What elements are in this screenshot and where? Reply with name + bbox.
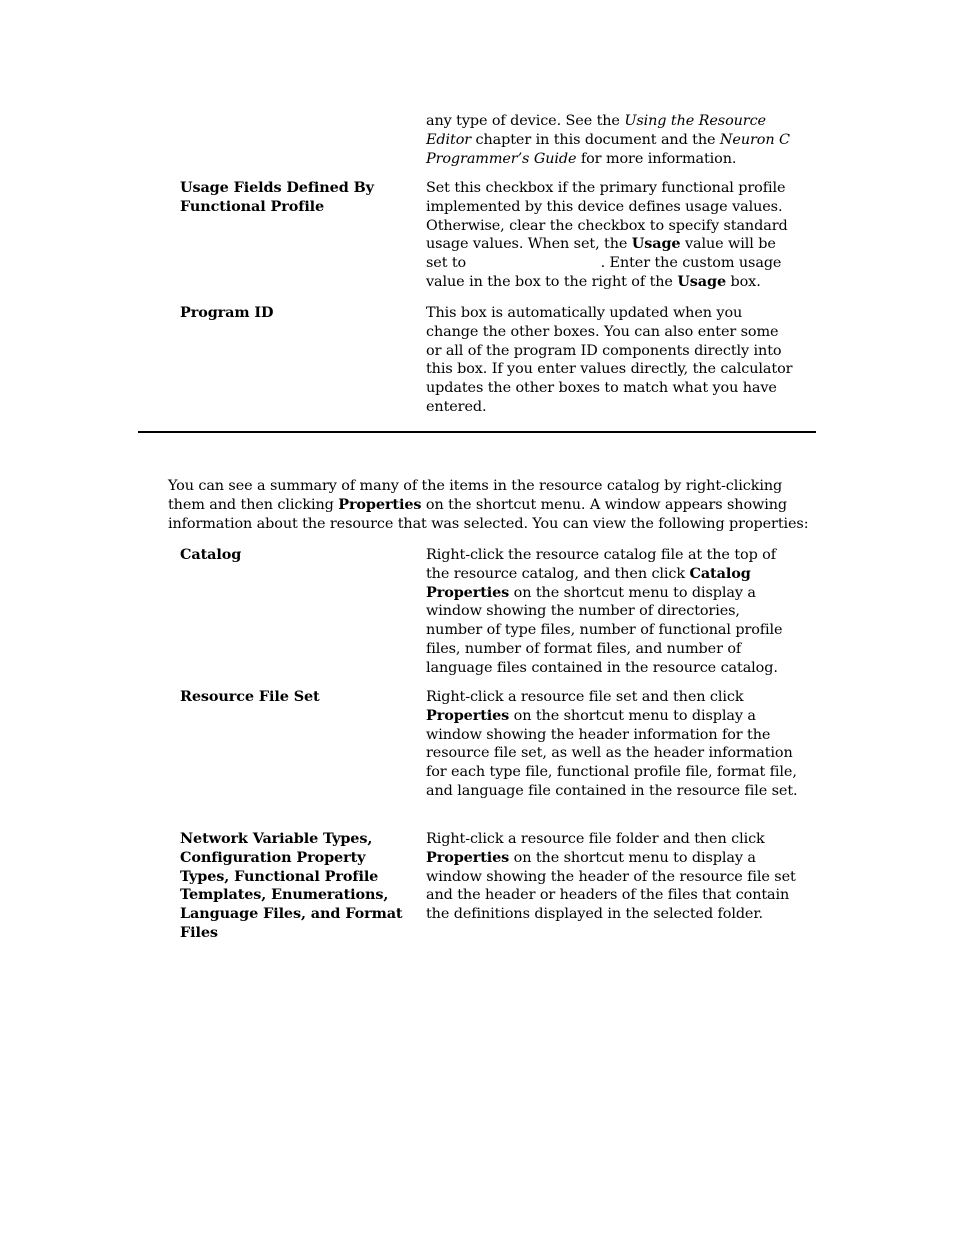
usage-keyword: Usage [677,272,727,290]
program-id-description: This box is automatically updated when you change the other boxes. You can also enter some or all of the program ID components directly into this box. If you enter values directly, the calculator updates the other boxes to match what you have entered. [426,305,793,415]
text-fragment: for more information. [576,150,737,167]
resource-file-set-description [426,688,798,801]
text-fragment: on the shortcut menu. A window appears showing information about the resource that was selected. You can view the following properties: [168,496,809,532]
properties-keyword: Properties [426,706,510,724]
chapter-reference: Using the Resource Editor [426,113,766,148]
text-fragment: any type of device. See the [426,113,625,129]
catalog-description [426,546,798,678]
text-fragment: on the shortcut menu to display a window showing the header information for the resource file set, as well as the header information for each type file, functional profile file, format file, and language file contained in the resource file set. [426,707,798,799]
resource-folders-description [426,830,798,924]
usage-keyword: Usage [631,235,681,253]
text-fragment: You can see a summary of many of the items in the resource catalog by right-clicking them and then clicking [168,478,783,513]
term-catalog: Catalog [180,546,242,563]
guide-reference: Neuron C Programmer’s Guide [426,131,790,167]
term-usage-fields: Usage Fields Defined By Functional Profile [180,179,374,215]
text-fragment: Set this checkbox if the primary functional profile implemented by this device defines usage values. Otherwise, clear the checkbox to specify standard usage values. When set, the [426,180,788,253]
text-fragment: on the shortcut menu to display a window showing the header of the resource file set and the header or headers of the files that contain the definitions displayed in the selected folder. [426,849,796,923]
usage-fields-description [426,179,798,292]
term-program-id: Program ID [180,304,274,321]
text-fragment: . Enter the custom usage value in the box to the right of the [426,255,782,290]
continuation-description [426,112,798,168]
properties-keyword: Properties [426,848,510,866]
term-resource-file-set: Resource File Set [180,688,320,705]
text-fragment: on the shortcut menu to display a window showing the number of directories, number of type files, number of functional profile files, number of format files, and number of language files contained in the resource catalog. [426,584,783,676]
properties-intro [168,477,818,533]
text-fragment: chapter in this document and the [471,131,720,148]
catalog-properties-keyword: Catalog Properties [426,564,751,601]
text-fragment: box. [726,273,761,290]
section-divider [138,431,816,433]
properties-keyword: Properties [338,495,422,513]
text-fragment: Right-click the resource catalog file at the top of the resource catalog, and then click [426,547,776,582]
text-fragment: Right-click a resource file folder and then click [426,831,765,847]
term-resource-folders: Network Variable Types, Configuration Property Types, Functional Profile Templates, Enumerations, Language Files, and Format Files [180,830,403,941]
text-fragment: value will be set to [426,236,776,272]
text-fragment: Right-click a resource file set and then click [426,689,744,705]
